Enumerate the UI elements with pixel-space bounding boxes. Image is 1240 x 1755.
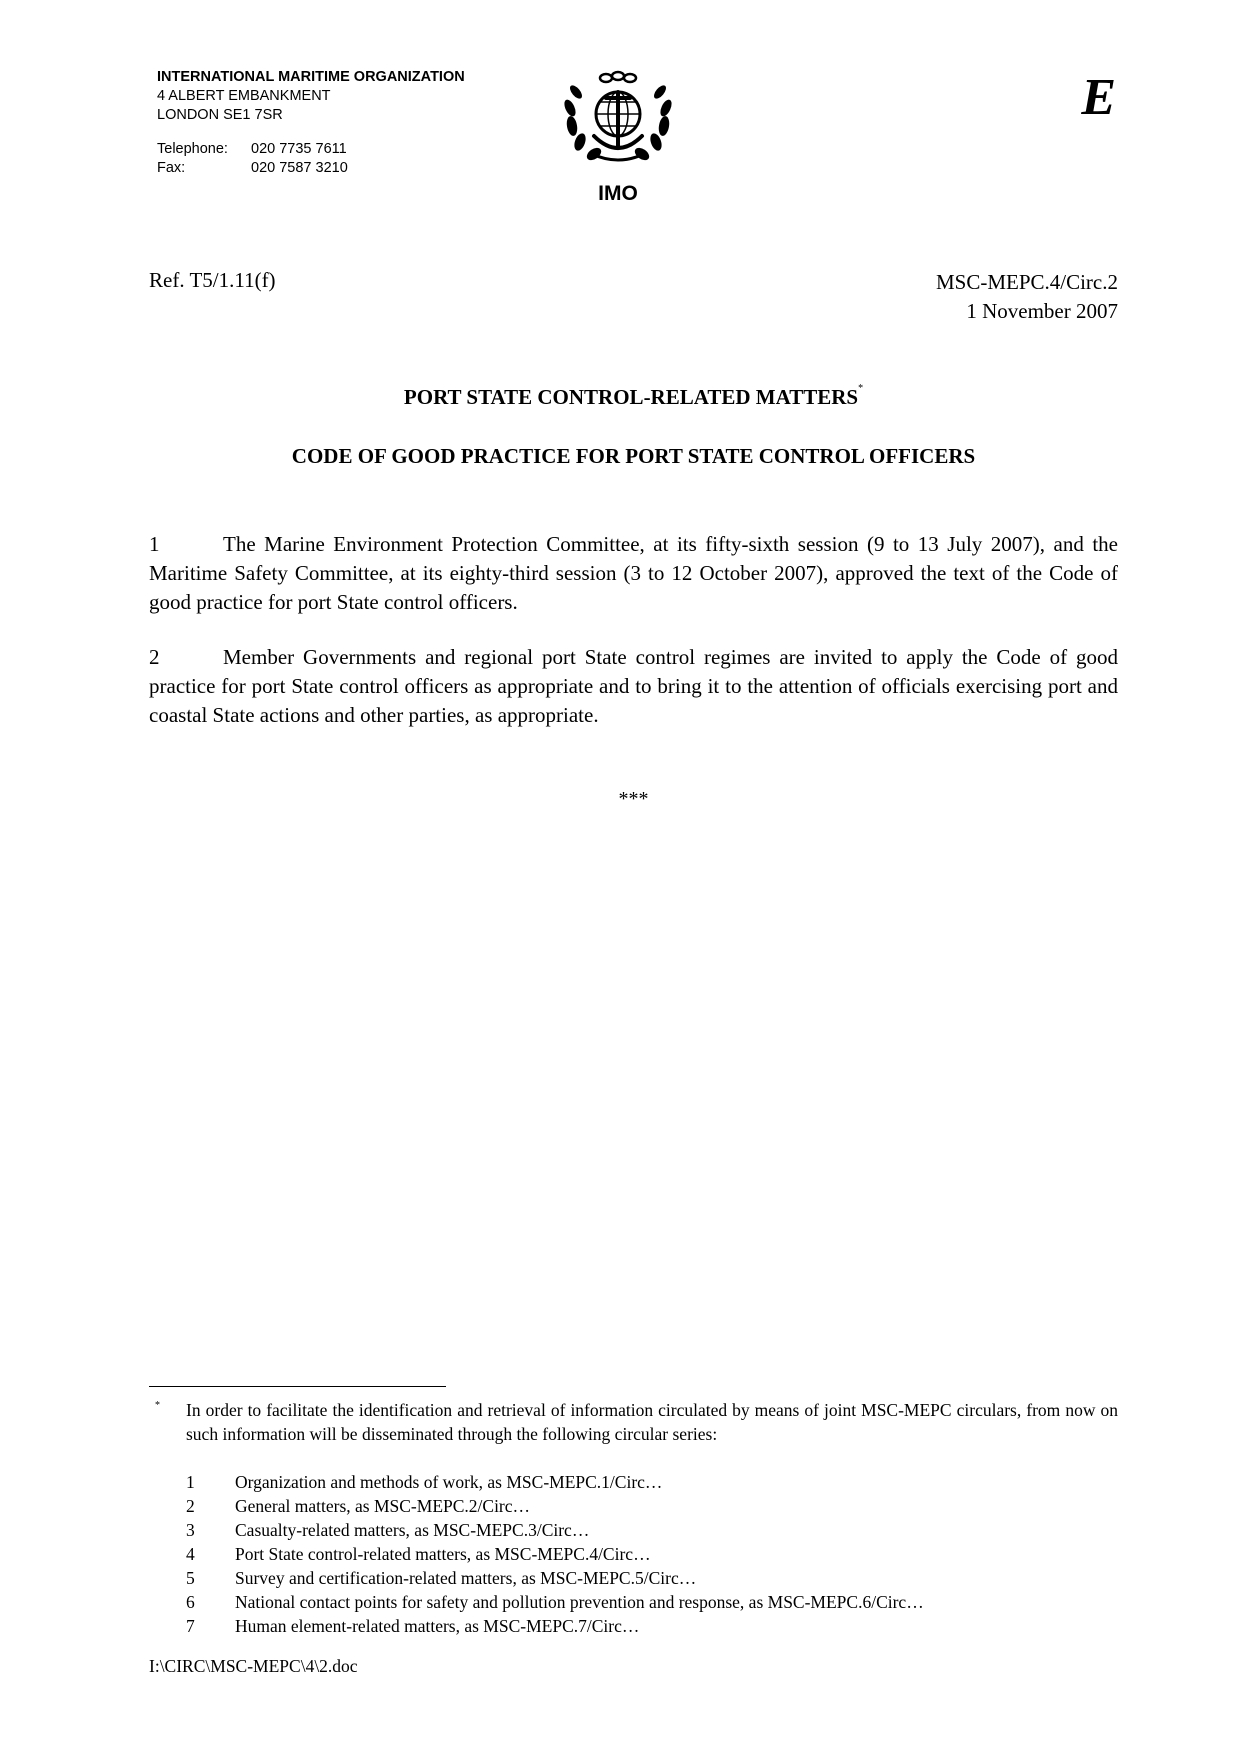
telephone-value: 020 7735 7611: [251, 141, 347, 157]
list-item-number: 6: [186, 1592, 195, 1612]
imo-logo: [558, 68, 678, 206]
telephone-row: [157, 140, 465, 159]
file-path: I:\CIRC\MSC-MEPC\4\2.doc: [149, 1656, 358, 1676]
footnote: [149, 1398, 1118, 1638]
list-item: [186, 1494, 1118, 1518]
footnote-text: In order to facilitate the identification and retrieval of information circulated by means of joint MSC-MEPC circulars, from now on such information will be disseminated through the following circular series:: [186, 1400, 1118, 1444]
list-item-text: Human element-related matters, as MSC-MEPC.7/Circ…: [235, 1616, 640, 1636]
telephone-label: Telephone:: [157, 141, 228, 157]
contact-block: [157, 140, 465, 178]
list-item-text: General matters, as MSC-MEPC.2/Circ…: [235, 1496, 531, 1516]
fax-row: [157, 159, 465, 178]
list-item: [186, 1590, 1118, 1614]
imo-logo-label: IMO: [598, 182, 638, 205]
document-number: MSC-MEPC.4/Circ.2: [935, 270, 1118, 294]
list-item-text: Casualty-related matters, as MSC-MEPC.3/Circ…: [235, 1520, 590, 1540]
imo-emblem-icon: [558, 68, 678, 168]
paragraph-text: The Marine Environment Protection Committee, at its fifty-sixth session (9 to 13 July 2007), and the Maritime Safety Committee, at its eighty-third session (3 to 12 October 2007), approved the text of the Code of good practice for port State control officers.: [149, 532, 1118, 614]
list-item-number: 1: [186, 1472, 195, 1492]
sub-title: CODE OF GOOD PRACTICE FOR PORT STATE CONTROL OFFICERS: [291, 444, 976, 468]
list-item-text: Port State control-related matters, as MSC-MEPC.4/Circ…: [235, 1544, 651, 1564]
main-title: [149, 385, 1118, 410]
list-item-number: 5: [186, 1568, 195, 1588]
list-item: [186, 1614, 1118, 1638]
section-separator: ***: [618, 788, 649, 810]
paragraph-2: [149, 643, 1118, 730]
list-item-text: Survey and certification-related matters, as MSC-MEPC.5/Circ…: [235, 1568, 697, 1588]
language-code: E: [1081, 69, 1116, 126]
paragraph-number: 1: [149, 532, 160, 556]
list-item-number: 3: [186, 1520, 195, 1540]
address-line-1: 4 ALBERT EMBANKMENT: [157, 88, 331, 104]
fax-value: 020 7587 3210: [251, 160, 348, 176]
list-item-number: 4: [186, 1544, 195, 1564]
footnote-marker: *: [155, 1400, 160, 1411]
organization-name: INTERNATIONAL MARITIME ORGANIZATION: [157, 69, 465, 85]
list-item-text: Organization and methods of work, as MSC-MEPC.1/Circ…: [235, 1472, 663, 1492]
address-line-2: LONDON SE1 7SR: [157, 107, 283, 123]
paragraph-number: 2: [149, 645, 160, 669]
list-item-number: 2: [186, 1496, 195, 1516]
circular-series-list: [186, 1470, 1118, 1638]
list-item-text: National contact points for safety and pollution prevention and response, as MSC-MEPC.6/Circ…: [235, 1592, 924, 1612]
document-reference: [936, 268, 1118, 326]
list-item: [186, 1542, 1118, 1566]
footnote-mark: *: [858, 383, 864, 394]
paragraph-text: Member Governments and regional port State control regimes are invited to apply the Code of good practice for port State control officers as appropriate and to bring it to the attention of officials exercising port and coastal State actions and other parties, as appropriate.: [149, 645, 1118, 727]
document-date: 1 November 2007: [966, 299, 1118, 323]
reference-number: Ref. T5/1.11(f): [149, 268, 276, 292]
list-item-number: 7: [186, 1616, 195, 1636]
list-item: [186, 1566, 1118, 1590]
organization-header: [157, 68, 465, 178]
fax-label: Fax:: [157, 160, 186, 176]
paragraph-1: [149, 530, 1118, 617]
main-title-text: PORT STATE CONTROL-RELATED MATTERS: [403, 385, 859, 409]
footnote-divider: [149, 1386, 446, 1387]
list-item: [186, 1518, 1118, 1542]
list-item: [186, 1470, 1118, 1494]
